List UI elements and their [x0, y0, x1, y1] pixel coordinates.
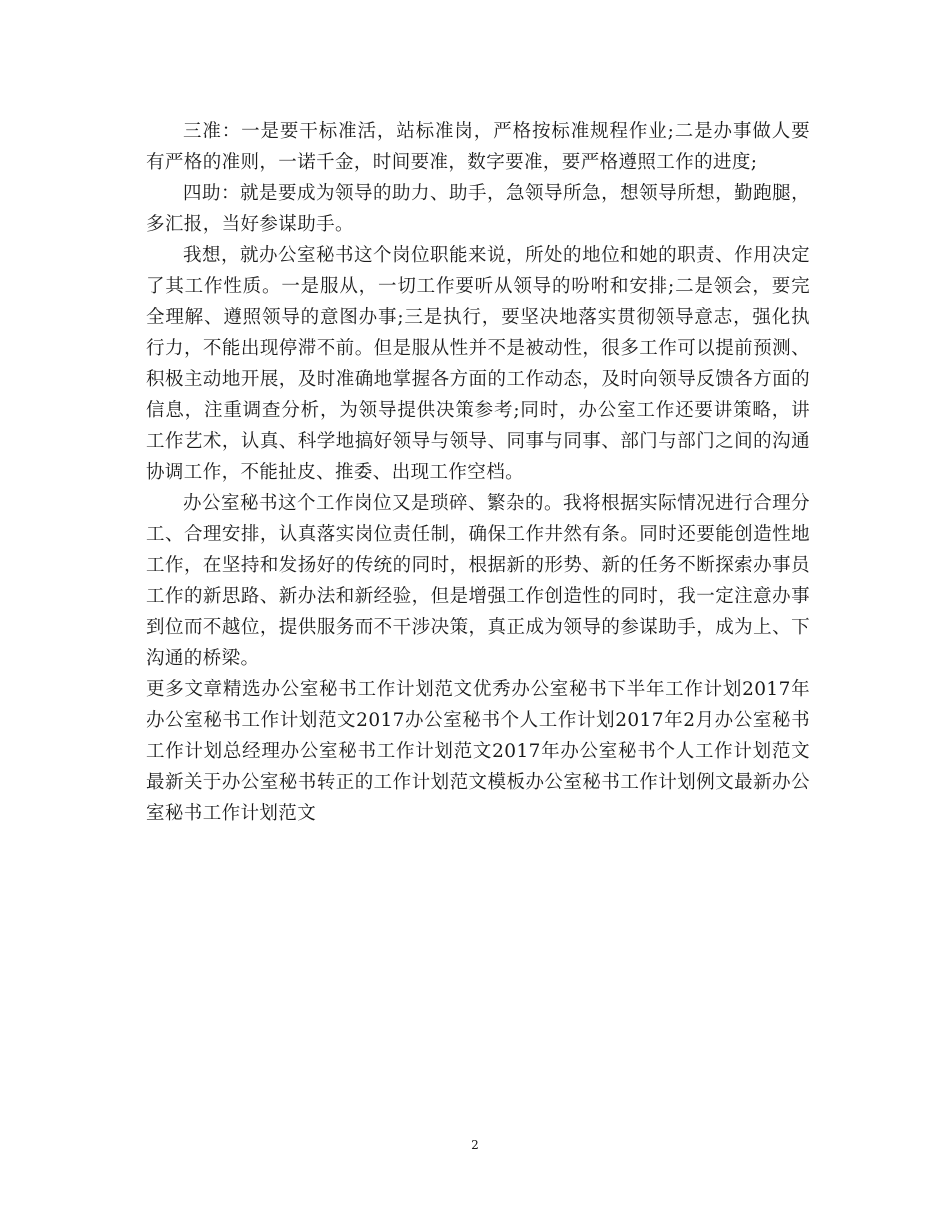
paragraph-job-nature: 我想，就办公室秘书这个岗位职能来说，所处的地位和她的职责、作用决定了其工作性质。一是服从，一切工作要听从领导的吩咐和安排;二是领会，要完全理解、遵照领导的意图办事;三是执行，要坚决地落实贯彻领导意志，强化执行力，不能出现停滞不前。但是服从性并不是被动性，很多工作可以提前预测、积极主动地开展，及时准确地掌握各方面的工作动态，及时向领导反馈各方面的信息，注重调查分析，为领导提供决策参考;同时，办公室工作还要讲策略，讲工作艺术，认真、科学地搞好领导与领导、同事与同事、部门与部门之间的沟通协调工作，不能扯皮、推委、出现工作空档。 — [146, 245, 810, 483]
paragraph-san-zhun: 三准：一是要干标准活，站标准岗，严格按标准规程作业;二是办事做人要有严格的准则，一诺千金，时间要准，数字要准，要严格遵照工作的进度; — [146, 121, 810, 173]
paragraph-work-arrangement: 办公室秘书这个工作岗位又是琐碎、繁杂的。我将根据实际情况进行合理分工、合理安排，认真落实岗位责任制，确保工作井然有条。同时还要能创造性地工作，在坚持和发扬好的传统的同时，根据新的形势、新的任务不断探索办事员工作的新思路、新办法和新经验，但是增强工作创造性的同时，我一定注意办事到位而不越位，提供服务而不干涉决策，真正成为领导的参谋助手，成为上、下沟通的桥梁。 — [146, 493, 810, 669]
paragraph-si-zhu: 四助：就是要成为领导的助力、助手，急领导所急，想领导所想，勤跑腿，多汇报，当好参谋助手。 — [146, 183, 810, 235]
related-articles: 更多文章精选办公室秘书工作计划范文优秀办公室秘书下半年工作计划2017年办公室秘书工作计划范文2017办公室秘书个人工作计划2017年2月办公室秘书工作计划总经理办公室秘书工作计划范文2017年办公室秘书个人工作计划范文最新关于办公室秘书转正的工作计划范文模板办公室秘书工作计划例文最新办公室秘书工作计划范文 — [146, 679, 810, 824]
document-body — [146, 116, 810, 829]
page-number: 2 — [471, 1138, 479, 1152]
